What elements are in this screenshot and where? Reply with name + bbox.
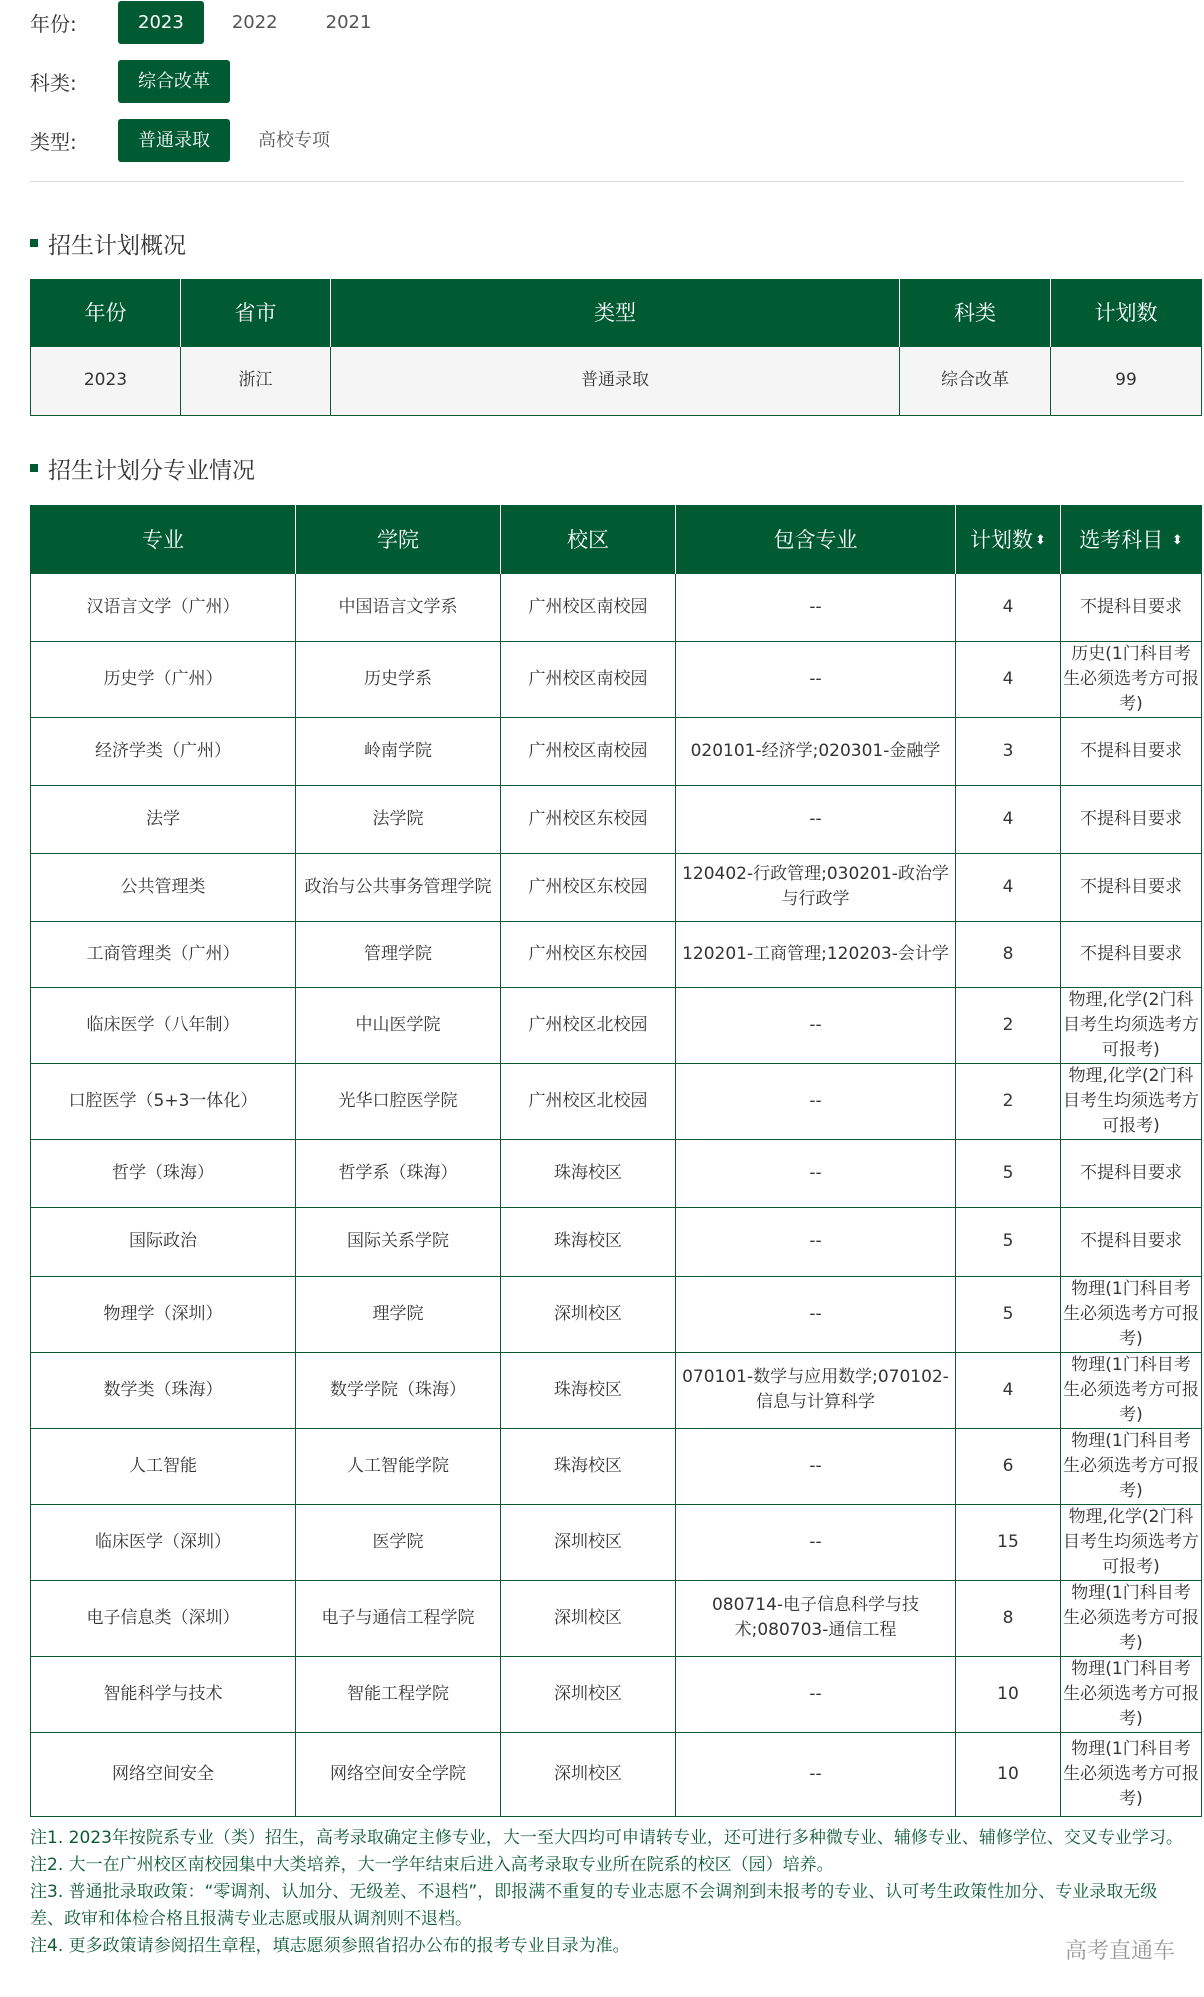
cell-campus: 广州校区南校园 xyxy=(501,641,676,717)
summary-header-plan-count: 计划数 xyxy=(1051,279,1202,346)
cell-campus: 广州校区北校园 xyxy=(501,987,676,1063)
cell-college: 法学院 xyxy=(296,785,501,853)
cell-included-majors: -- xyxy=(676,1139,956,1207)
cell-major: 哲学（珠海） xyxy=(31,1139,296,1207)
majors-table-body xyxy=(31,573,1202,1816)
cell-college: 网络空间安全学院 xyxy=(296,1732,501,1816)
sort-icon[interactable]: ⬍ xyxy=(1171,533,1183,549)
filter-year xyxy=(30,1,399,44)
cell-subject-requirement: 不提科目要求 xyxy=(1061,717,1202,785)
cell-campus: 珠海校区 xyxy=(501,1207,676,1276)
cell-subject-requirement: 物理(1门科目考生必须选考方可报考) xyxy=(1061,1580,1202,1656)
filter-category-label: 科类: xyxy=(30,71,77,95)
square-bullet-icon xyxy=(30,464,38,472)
note-3: 注3. 普通批录取政策：“零调剂、认加分、无级差、不退档”，即报满不重复的专业志愿不会调剂到未报考的专业、认可考生政策性加分、专业录取无级差、政审和体检合格且报满专业志愿或服从调剂则不退档。 xyxy=(30,1882,1158,1929)
note-2: 注2. 大一在广州校区南校园集中大类培养，大一学年结束后进入高考录取专业所在院系的校区（园）培养。 xyxy=(30,1855,834,1875)
cell-subject-requirement: 不提科目要求 xyxy=(1061,921,1202,987)
cell-major: 物理学（深圳） xyxy=(31,1276,296,1352)
cell-major: 临床医学（深圳） xyxy=(31,1504,296,1580)
cell-subject-requirement: 物理,化学(2门科目考生均须选考方可报考) xyxy=(1061,1063,1202,1139)
cell-included-majors: -- xyxy=(676,1428,956,1504)
cell-included-majors: -- xyxy=(676,1732,956,1816)
cell-subject-requirement: 不提科目要求 xyxy=(1061,1207,1202,1276)
note-1: 注1. 2023年按院系专业（类）招生，高考录取确定主修专业，大一至大四均可申请转专业，还可进行多种微专业、辅修专业、辅修学位、交叉专业学习。 xyxy=(30,1828,1183,1848)
cell-included-majors: -- xyxy=(676,1276,956,1352)
table-row xyxy=(31,573,1202,641)
cell-included-majors: -- xyxy=(676,1504,956,1580)
cell-subject-requirement: 历史(1门科目考生必须选考方可报考) xyxy=(1061,641,1202,717)
cell-included-majors: 070101-数学与应用数学;070102-信息与计算科学 xyxy=(676,1352,956,1428)
cell-major: 数学类（珠海） xyxy=(31,1352,296,1428)
cell-plan-count: 5 xyxy=(956,1139,1061,1207)
cell-included-majors: 020101-经济学;020301-金融学 xyxy=(676,717,956,785)
cell-college: 智能工程学院 xyxy=(296,1656,501,1732)
cell-major: 智能科学与技术 xyxy=(31,1656,296,1732)
year-option-2023[interactable]: 2023 xyxy=(118,1,204,44)
cell-campus: 广州校区东校园 xyxy=(501,785,676,853)
table-row xyxy=(31,1276,1202,1352)
cell-major: 汉语言文学（广州） xyxy=(31,573,296,641)
watermark: 高考直通车 xyxy=(1064,1939,1175,1964)
cell-subject-requirement: 不提科目要求 xyxy=(1061,1139,1202,1207)
cell-included-majors: 120402-行政管理;030201-政治学与行政学 xyxy=(676,853,956,921)
table-row xyxy=(31,1428,1202,1504)
summary-header-row xyxy=(31,279,1202,346)
cell-plan-count: 4 xyxy=(956,641,1061,717)
cell-subject-requirement: 物理,化学(2门科目考生均须选考方可报考) xyxy=(1061,1504,1202,1580)
cell-college: 政治与公共事务管理学院 xyxy=(296,853,501,921)
cell-plan-count: 2 xyxy=(956,987,1061,1063)
summary-cell-category: 综合改革 xyxy=(900,346,1051,415)
cell-major: 经济学类（广州） xyxy=(31,717,296,785)
table-row xyxy=(31,785,1202,853)
cell-major: 临床医学（八年制） xyxy=(31,987,296,1063)
cell-plan-count: 4 xyxy=(956,853,1061,921)
header-plan-count-label: 计划数 xyxy=(970,527,1034,552)
header-subject-label: 选考科目 xyxy=(1079,527,1164,552)
cell-plan-count: 3 xyxy=(956,717,1061,785)
cell-campus: 珠海校区 xyxy=(501,1352,676,1428)
cell-plan-count: 4 xyxy=(956,573,1061,641)
table-row xyxy=(31,921,1202,987)
summary-header-type: 类型 xyxy=(331,279,900,346)
cell-plan-count: 10 xyxy=(956,1732,1061,1816)
notes xyxy=(30,1825,1190,1960)
table-row xyxy=(31,1352,1202,1428)
table-row xyxy=(31,1207,1202,1276)
cell-college: 数学学院（珠海） xyxy=(296,1352,501,1428)
table-row xyxy=(31,641,1202,717)
cell-included-majors: -- xyxy=(676,1063,956,1139)
cell-college: 医学院 xyxy=(296,1504,501,1580)
cell-campus: 广州校区南校园 xyxy=(501,717,676,785)
cell-plan-count: 2 xyxy=(956,1063,1061,1139)
majors-section-title xyxy=(30,453,255,483)
cell-plan-count: 6 xyxy=(956,1428,1061,1504)
cell-campus: 深圳校区 xyxy=(501,1580,676,1656)
cell-college: 理学院 xyxy=(296,1276,501,1352)
summary-section-title xyxy=(30,228,186,258)
majors-table xyxy=(30,505,1202,1817)
table-row xyxy=(31,717,1202,785)
type-option-regular[interactable]: 普通录取 xyxy=(118,119,230,162)
cell-plan-count: 8 xyxy=(956,1580,1061,1656)
header-college: 学院 xyxy=(296,505,501,573)
table-row xyxy=(31,1732,1202,1816)
cell-college: 光华口腔医学院 xyxy=(296,1063,501,1139)
cell-included-majors: -- xyxy=(676,1207,956,1276)
cell-plan-count: 4 xyxy=(956,785,1061,853)
cell-major: 法学 xyxy=(31,785,296,853)
sort-icon[interactable]: ⬍ xyxy=(1035,533,1046,549)
majors-title-text: 招生计划分专业情况 xyxy=(48,457,255,484)
cell-campus: 深圳校区 xyxy=(501,1504,676,1580)
cell-plan-count: 5 xyxy=(956,1207,1061,1276)
header-plan-count[interactable] xyxy=(956,505,1061,573)
majors-header-row xyxy=(31,505,1202,573)
table-row xyxy=(31,987,1202,1063)
cell-included-majors: -- xyxy=(676,1656,956,1732)
cell-plan-count: 8 xyxy=(956,921,1061,987)
cell-campus: 珠海校区 xyxy=(501,1139,676,1207)
divider xyxy=(30,181,1184,182)
cell-included-majors: -- xyxy=(676,641,956,717)
cell-college: 哲学系（珠海） xyxy=(296,1139,501,1207)
cell-included-majors: 080714-电子信息科学与技术;080703-通信工程 xyxy=(676,1580,956,1656)
cell-subject-requirement: 物理(1门科目考生必须选考方可报考) xyxy=(1061,1656,1202,1732)
cell-major: 电子信息类（深圳） xyxy=(31,1580,296,1656)
summary-cell-year: 2023 xyxy=(31,346,181,415)
summary-cell-type: 普通录取 xyxy=(331,346,900,415)
cell-college: 管理学院 xyxy=(296,921,501,987)
type-option-special[interactable]: 高校专项 xyxy=(258,130,330,151)
cell-major: 口腔医学（5+3一体化） xyxy=(31,1063,296,1139)
summary-row xyxy=(31,346,1202,415)
cell-plan-count: 10 xyxy=(956,1656,1061,1732)
cell-campus: 广州校区东校园 xyxy=(501,921,676,987)
table-row xyxy=(31,1580,1202,1656)
filter-type-label: 类型: xyxy=(30,130,77,154)
cell-major: 国际政治 xyxy=(31,1207,296,1276)
cell-included-majors: -- xyxy=(676,573,956,641)
cell-included-majors: 120201-工商管理;120203-会计学 xyxy=(676,921,956,987)
cell-plan-count: 15 xyxy=(956,1504,1061,1580)
cell-subject-requirement: 不提科目要求 xyxy=(1061,573,1202,641)
header-included-majors: 包含专业 xyxy=(676,505,956,573)
cell-major: 历史学（广州） xyxy=(31,641,296,717)
cell-college: 中国语言文学系 xyxy=(296,573,501,641)
summary-cell-plan-count: 99 xyxy=(1051,346,1202,415)
cell-plan-count: 4 xyxy=(956,1352,1061,1428)
header-subject-requirement[interactable] xyxy=(1061,505,1202,573)
header-major: 专业 xyxy=(31,505,296,573)
square-bullet-icon xyxy=(30,239,38,247)
cell-subject-requirement: 不提科目要求 xyxy=(1061,853,1202,921)
year-option-2021[interactable]: 2021 xyxy=(325,12,372,33)
cell-campus: 广州校区东校园 xyxy=(501,853,676,921)
summary-header-category: 科类 xyxy=(900,279,1051,346)
cell-subject-requirement: 物理(1门科目考生必须选考方可报考) xyxy=(1061,1428,1202,1504)
summary-cell-province: 浙江 xyxy=(181,346,331,415)
cell-college: 历史学系 xyxy=(296,641,501,717)
cell-college: 国际关系学院 xyxy=(296,1207,501,1276)
summary-header-year: 年份 xyxy=(31,279,181,346)
summary-table xyxy=(30,279,1202,416)
table-row xyxy=(31,1139,1202,1207)
cell-subject-requirement: 物理(1门科目考生必须选考方可报考) xyxy=(1061,1732,1202,1816)
cell-college: 中山医学院 xyxy=(296,987,501,1063)
cell-campus: 深圳校区 xyxy=(501,1276,676,1352)
cell-major: 网络空间安全 xyxy=(31,1732,296,1816)
summary-header-province: 省市 xyxy=(181,279,331,346)
header-campus: 校区 xyxy=(501,505,676,573)
cell-major: 工商管理类（广州） xyxy=(31,921,296,987)
filter-category xyxy=(30,60,238,103)
cell-campus: 珠海校区 xyxy=(501,1428,676,1504)
cell-campus: 广州校区北校园 xyxy=(501,1063,676,1139)
cell-subject-requirement: 不提科目要求 xyxy=(1061,785,1202,853)
category-option-comprehensive[interactable]: 综合改革 xyxy=(118,60,230,103)
cell-major: 人工智能 xyxy=(31,1428,296,1504)
cell-college: 人工智能学院 xyxy=(296,1428,501,1504)
table-row xyxy=(31,1504,1202,1580)
filter-year-label: 年份: xyxy=(30,12,77,36)
cell-campus: 深圳校区 xyxy=(501,1656,676,1732)
cell-subject-requirement: 物理(1门科目考生必须选考方可报考) xyxy=(1061,1276,1202,1352)
cell-subject-requirement: 物理,化学(2门科目考生均须选考方可报考) xyxy=(1061,987,1202,1063)
cell-subject-requirement: 物理(1门科目考生必须选考方可报考) xyxy=(1061,1352,1202,1428)
note-4: 注4. 更多政策请参阅招生章程，填志愿须参照省招办公布的报考专业目录为准。 xyxy=(30,1936,630,1956)
cell-plan-count: 5 xyxy=(956,1276,1061,1352)
cell-major: 公共管理类 xyxy=(31,853,296,921)
cell-college: 岭南学院 xyxy=(296,717,501,785)
table-row xyxy=(31,1063,1202,1139)
cell-college: 电子与通信工程学院 xyxy=(296,1580,501,1656)
cell-included-majors: -- xyxy=(676,987,956,1063)
cell-campus: 广州校区南校园 xyxy=(501,573,676,641)
cell-included-majors: -- xyxy=(676,785,956,853)
summary-title-text: 招生计划概况 xyxy=(48,232,186,259)
cell-campus: 深圳校区 xyxy=(501,1732,676,1816)
filter-type xyxy=(30,119,358,162)
year-option-2022[interactable]: 2022 xyxy=(231,12,278,33)
table-row xyxy=(31,853,1202,921)
table-row xyxy=(31,1656,1202,1732)
